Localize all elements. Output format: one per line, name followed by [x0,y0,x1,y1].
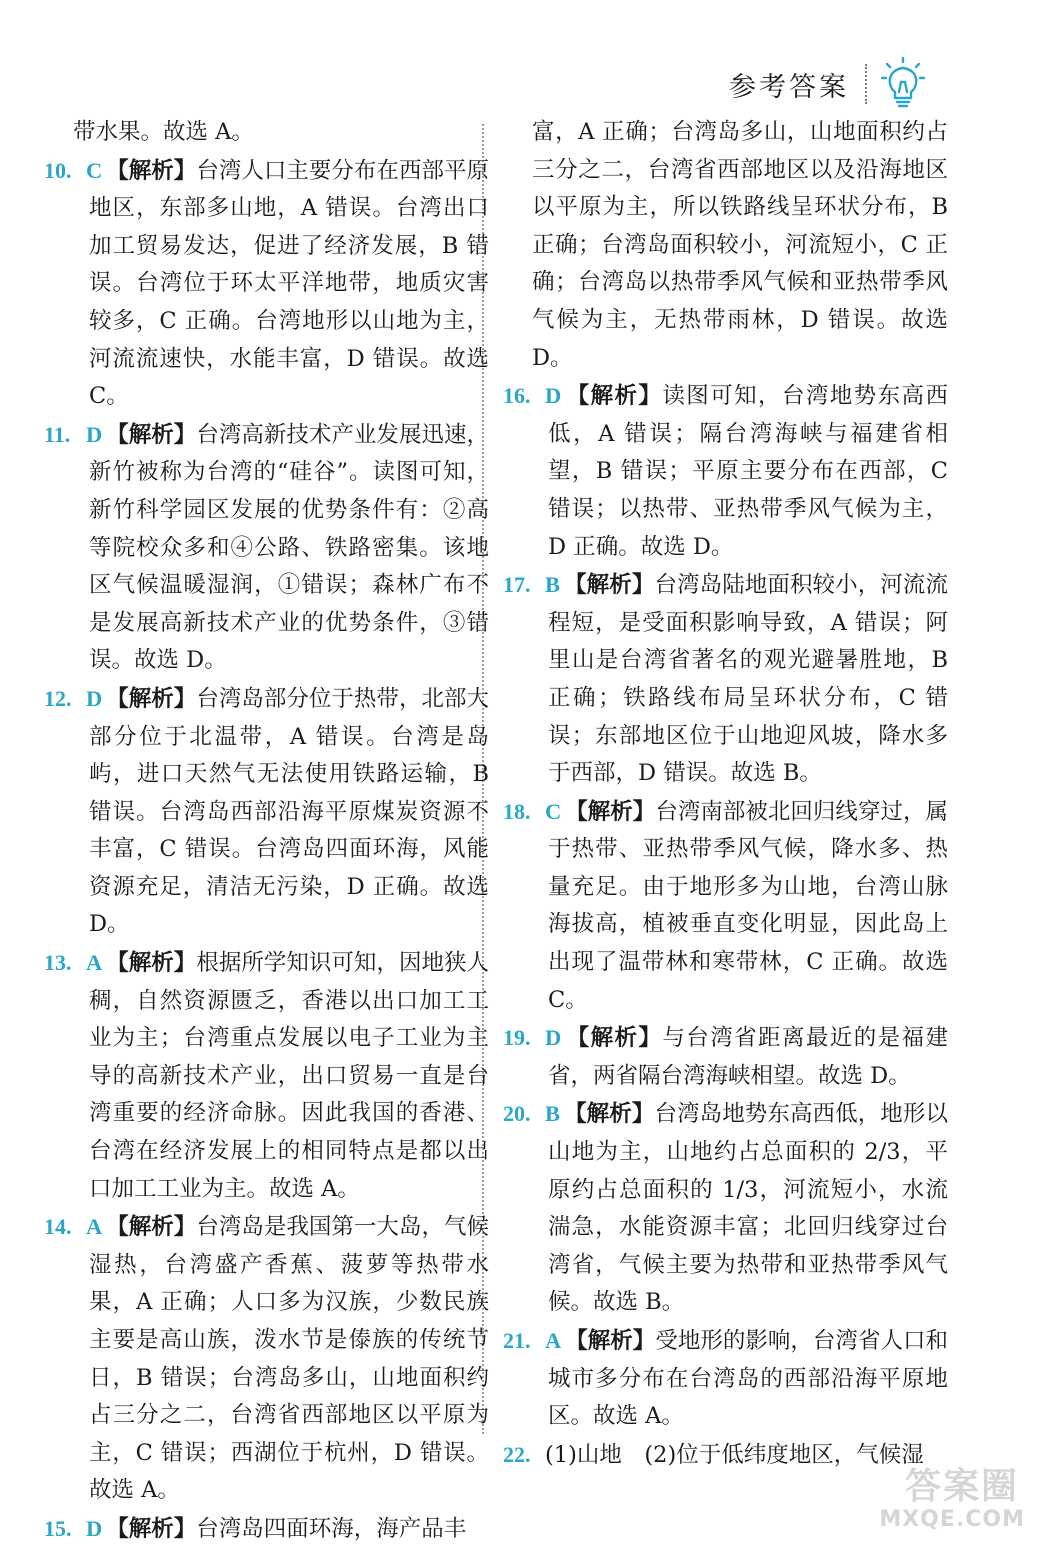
answer-continuation [44,114,489,152]
answer-letter: A [545,1328,562,1353]
question-number: 12. [44,685,72,711]
answer-item [44,680,489,944]
answer-item [503,566,948,793]
lightbulb-icon [881,56,925,110]
watermark-logo [877,1458,1027,1532]
answer-letter: A [86,950,103,976]
analysis-tag: 【解析】 [106,157,197,184]
watermark-bottom: MXQE.COM [879,1507,1025,1532]
analysis-tag: 【解析】 [106,685,197,712]
analysis-tag: 【解析】 [106,1515,197,1542]
answer-text: (1)山地 (2)位于低纬度地区，气候湿 [545,1441,924,1468]
left-column [44,114,489,1549]
answer-continuation [503,114,948,377]
answer-text: 台湾南部被北回归线穿过，属于热带、亚热带季风气候，降水多、热量充足。由于地形多为山地，台湾山脉海拔高，植被垂直变化明显，因此岛上出现了温带林和寒带林，C 正确。故选 C。 [548,798,948,1013]
answer-letter: D [86,1515,103,1541]
answer-text: 根据所学知识可知，因地狭人稠，自然资源匮乏，香港以出口加工工业为主；台湾重点发展以电子工业为主导的高新技术产业，出口贸易一直是台湾重要的经济命脉。因此我国的香港、台湾在经济发展上的相同特点是都以出口加工工业为主。故选 A。 [89,950,489,1202]
question-number: 10. [44,157,72,183]
analysis-tag: 【解析】 [565,1025,663,1052]
answer-letter: D [86,421,103,447]
answer-text: 台湾人口主要分布在西部平原地区，东部多山地，A 错误。台湾出口加工贸易发达，促进了经济发展，B 错误。台湾位于环太平洋地带，地质灾害较多，C 正确。台湾地形以山地为主，河流流速快，水能丰富，D 错误。故选 C。 [89,157,489,410]
header-title: 参考答案 [729,71,849,103]
analysis-tag: 【解析】 [565,1328,656,1354]
analysis-tag: 【解析】 [106,950,197,977]
question-number: 22. [503,1441,531,1467]
answer-letter: C [86,157,103,183]
answer-item [503,1095,948,1322]
question-number: 18. [503,798,531,824]
answer-letter: B [545,1101,561,1127]
question-number: 20. [503,1101,531,1127]
answer-letter: D [545,383,562,409]
question-number: 13. [44,950,72,976]
answer-letter: D [86,685,103,711]
answer-item [44,152,489,416]
answer-letter: A [86,1214,103,1240]
header-separator [865,64,867,104]
answer-letter: D [545,1025,562,1051]
answer-text: 台湾岛陆地面积较小，河流流程短，是受面积影响导致，A 错误；阿里山是台湾省著名的观光避暑胜地，B 正确；铁路线布局呈环状分布，C 错误；东部地区位于山地迎风坡，降水多于西部，D 错误。故选 B。 [548,572,948,787]
analysis-tag: 【解析】 [564,1101,655,1128]
answer-item [44,416,489,680]
answer-item [503,1322,948,1436]
question-number: 15. [44,1515,72,1541]
analysis-tag: 【解析】 [564,572,655,599]
answer-text: 受地形的影响，台湾省人口和城市多分布在台湾岛的西部沿海平原地区。故选 A。 [548,1328,948,1430]
answer-item [503,1019,948,1095]
question-number: 21. [503,1328,531,1353]
analysis-tag: 【解析】 [565,798,656,825]
question-number: 17. [503,572,531,598]
answer-text: 台湾岛地势东高西低，地形以山地为主，山地约占总面积的 2/3，平原约占总面积的 1/3，河流短小，水流湍急，水能资源丰富；北回归线穿过台湾省，气候主要为热带和亚热带季风气候。故选 B。 [548,1101,948,1316]
answer-item [503,793,948,1020]
question-number: 14. [44,1214,72,1240]
answer-letter: B [545,572,561,598]
answer-item [44,1510,489,1549]
answer-text: 带水果。故选 A。 [73,119,254,145]
question-number: 19. [503,1025,531,1051]
answer-item [44,1208,489,1510]
answer-item [44,944,489,1208]
analysis-tag: 【解析】 [565,383,663,410]
answer-text: 台湾高新技术产业发展迅速，新竹被称为台湾的“硅谷”。读图可知，新竹科学园区发展的优势条件有：②高等院校众多和④公路、铁路密集。该地区气候温暖湿润，①错误；森林广布不是发展高新技术产业的优势条件，③错误。故选 D。 [89,421,489,674]
analysis-tag: 【解析】 [106,421,197,448]
right-column [503,114,948,1474]
answer-text: 台湾岛是我国第一大岛，气候湿热，台湾盛产香蕉、菠萝等热带水果，A 正确；人口多为汉族，少数民族主要是高山族，泼水节是傣族的传统节日，B 错误；台湾岛多山，山地面积约占三分之二，台湾省西部地区以平原为主，C 错误；西湖位于杭州，D 错误。故选 A。 [89,1214,489,1504]
answer-text: 富，A 正确；台湾岛多山，山地面积约占三分之二，台湾省西部地区以及沿海地区以平原为主，所以铁路线呈环状分布，B 正确；台湾岛面积较小，河流短小，C 正确；台湾岛以热带季风气候和亚热带季风气候为主，无热带雨林，D 错误。故选 D。 [532,119,948,371]
answer-text: 与台湾省距离最近的是福建省，两省隔台湾海峡相望。故选 D。 [548,1025,948,1089]
answer-item [503,377,948,566]
answer-text: 台湾岛部分位于热带，北部大部分位于北温带，A 错误。台湾是岛屿，进口天然气无法使用铁路运输，B 错误。台湾岛西部沿海平原煤炭资源不丰富，C 错误。台湾岛四面环海，风能资源充足，清洁无污染，D 正确。故选 D。 [89,685,489,938]
answer-text: 台湾岛四面环海，海产品丰 [196,1515,467,1542]
analysis-tag: 【解析】 [106,1214,197,1241]
question-number: 16. [503,383,531,409]
watermark-top: 答案圈 [904,1466,1019,1507]
answer-letter: C [545,798,562,824]
question-number: 11. [44,421,71,447]
answer-text: 读图可知，台湾地势东高西低，A 错误；隔台湾海峡与福建省相望，B 错误；平原主要分布在西部，C 错误；以热带、亚热带季风气候为主，D 正确。故选 D。 [548,383,948,560]
